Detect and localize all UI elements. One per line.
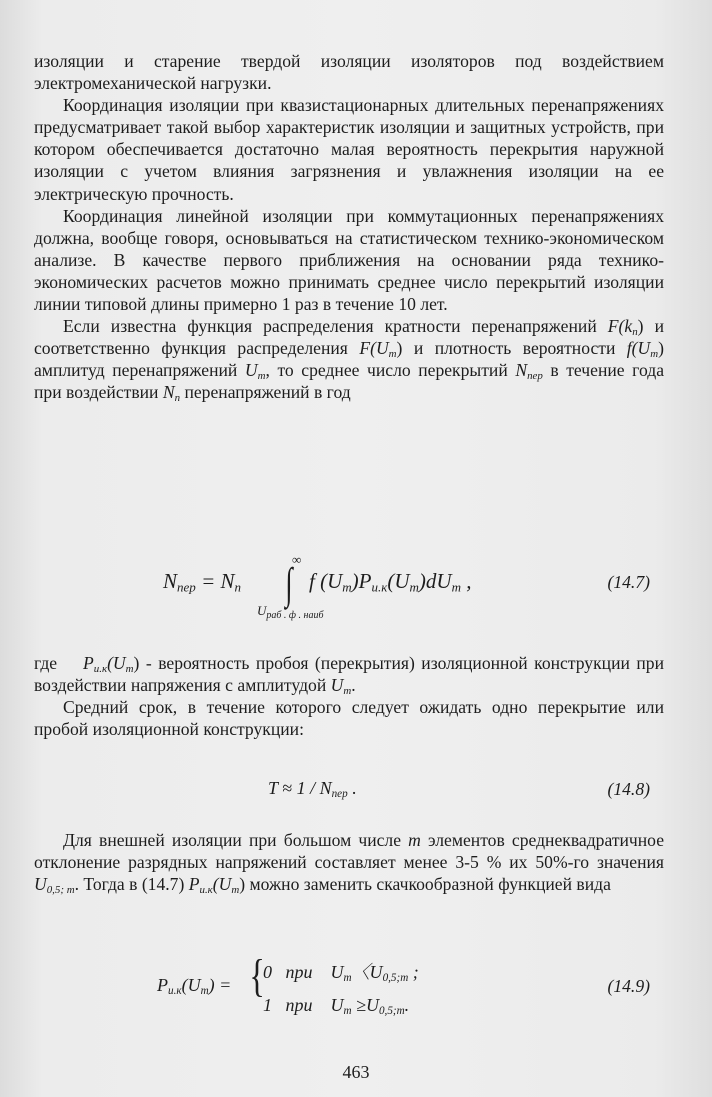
p6-u: U bbox=[34, 874, 47, 895]
p6-m: m bbox=[408, 830, 421, 850]
p3-nn-sub: n bbox=[174, 392, 181, 405]
eq149-row-2: 1 при $U_m \ge U_{0,5;m}$. bbox=[263, 995, 410, 1018]
p6-p-sub: и.к bbox=[199, 884, 213, 897]
integral-sign: ∫ bbox=[285, 559, 293, 608]
page-number: 463 bbox=[342, 1062, 370, 1082]
p6-pu: (U bbox=[212, 874, 232, 895]
p4-p: P bbox=[83, 653, 94, 673]
eq147-number: (14.7) bbox=[607, 572, 650, 592]
eq149-number: (14.9) bbox=[607, 976, 650, 996]
eq147-upper-limit: ∞ bbox=[292, 552, 302, 567]
p6-text-c: . Тогда в (14.7) bbox=[74, 874, 189, 895]
eq148-number: (14.8) bbox=[607, 779, 650, 799]
p3-text-g: перенапряжений в год bbox=[180, 382, 351, 403]
paragraph-4 bbox=[34, 652, 664, 696]
p3-n: N bbox=[515, 360, 528, 381]
p4-text-c: . bbox=[351, 675, 356, 696]
eq149-lhs: $P_{и.к}(U_m)$ = bbox=[157, 975, 232, 998]
p3-text-d: ) амплитуд перенапряжений bbox=[34, 338, 664, 381]
p3-text-b: ) и соответственно функция распределения bbox=[34, 316, 664, 359]
p4-u: U bbox=[330, 675, 344, 696]
p4-pu-sub: m bbox=[125, 663, 134, 676]
p6-text-a: Для внешней изоляции при большом числе bbox=[63, 830, 409, 850]
paragraph-1: Координация изоляции при квазистационарных длительных перенапряжениях предусматривает такой выбор характеристик изоляции и защитных устройств, при котором обеспечивается достаточно малая вероятность перекрытия наружной изоляции с учетом влияния загрязнения и увлажнения изоляции на ее электрическую прочность. bbox=[34, 95, 664, 204]
p3-n-sub: пер bbox=[527, 370, 543, 383]
p4-pu: (U bbox=[107, 653, 126, 673]
p4-text-a: где bbox=[34, 653, 84, 673]
paragraph-5: Средний срок, в течение которого следует ожидать одно перекрытие или пробой изоляционной конструкции: bbox=[34, 697, 664, 740]
p3-u: U bbox=[244, 360, 258, 381]
p3-f: f(U bbox=[626, 338, 651, 359]
eq149-brace: { bbox=[249, 950, 265, 1001]
eq147-integrand: f $(U_m)P_{и.к}(U_m)dU_m$ , bbox=[309, 569, 472, 595]
body-text bbox=[34, 50, 664, 404]
p3-text-a: Если известна функция распределения кратности перенапряжений bbox=[63, 316, 608, 337]
eq149-row-1: 0 при $U_m$〈$U_{0,5;m}$ ; bbox=[263, 962, 419, 985]
p6-p: P bbox=[188, 874, 200, 895]
p3-text-f: в течение года при воздействии bbox=[34, 360, 664, 403]
p6-text-d: ) можно заменить скачкообразной функцией вида bbox=[239, 874, 611, 895]
paragraph-2: Координация линейной изоляции при коммутационных перенапряжениях должна, вообще говоря, основываться на статистическом технико-экономическом анализе. В качестве первого приближения на основании ряда технико-экономических расчетов можно принимать среднее число перекрытий изоляции линии типовой длины примерно 1 раз в течение 10 лет. bbox=[34, 205, 664, 315]
p4-u-sub: m bbox=[343, 685, 352, 698]
p3-fu-sub: m bbox=[388, 348, 397, 361]
paragraph-6 bbox=[34, 829, 664, 895]
body-text-3 bbox=[34, 829, 664, 895]
p6-u-sub: 0,5; m bbox=[46, 884, 75, 897]
p3-fk-sub: п bbox=[632, 326, 638, 339]
paragraph-3 bbox=[34, 315, 664, 403]
eq148-expression: $T \approx 1 / N_{пер}$ . bbox=[268, 778, 357, 801]
p3-text-c: ) и плотность вероятности bbox=[396, 338, 627, 359]
p4-text-b: ) - вероятность пробоя (перекрытия) изоляционной конструкции при воздействии напряжения с амплитудой bbox=[34, 653, 665, 696]
eq147-lhs: $N_{пер} = N_п$ bbox=[163, 569, 242, 595]
p4-p-sub: и.к bbox=[93, 663, 108, 676]
p6-pu-sub: m bbox=[231, 884, 240, 897]
paragraph-0: изоляции и старение твердой изоляции изоляторов под воздействием электромеханической нагрузки. bbox=[34, 51, 664, 94]
p3-f-sub: m bbox=[650, 348, 659, 361]
p3-u-sub: m bbox=[257, 370, 266, 383]
p3-nn: N bbox=[162, 382, 175, 403]
body-text-2 bbox=[34, 652, 664, 740]
p3-text-e: , то среднее число перекрытий bbox=[265, 360, 516, 381]
p3-fk: F(k bbox=[607, 316, 633, 337]
p3-fu: F(U bbox=[359, 338, 389, 359]
eq147-lower-limit: $U_{раб . ф . наиб}$ bbox=[257, 603, 324, 621]
p6-text-b: элементов среднеквадратичное отклонение разрядных напряжений составляет менее 3-5 % их 50%-го значения bbox=[34, 830, 665, 873]
